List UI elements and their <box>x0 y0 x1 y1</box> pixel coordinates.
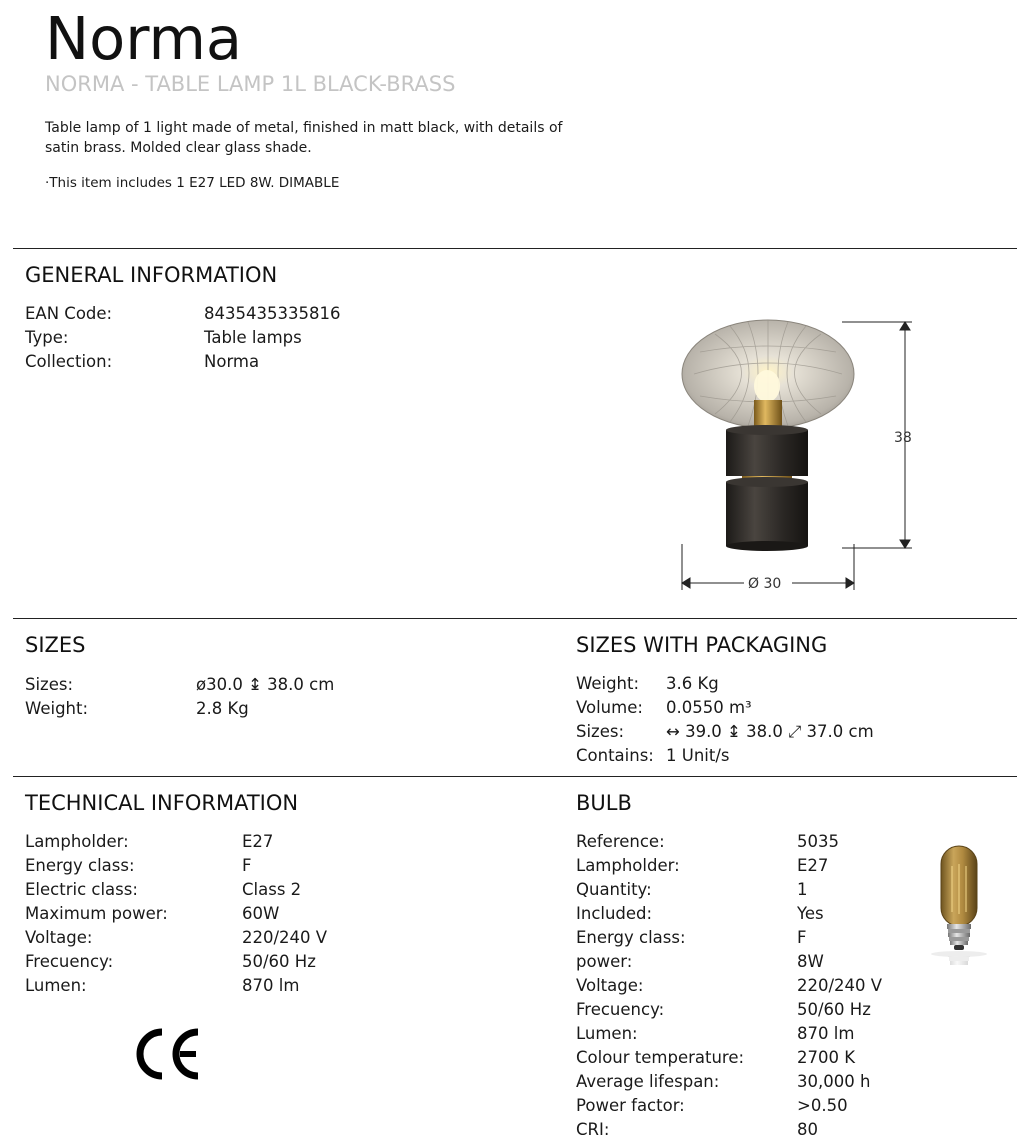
sizes-heading: SIZES <box>25 633 86 657</box>
spec-value: F <box>797 928 807 947</box>
divider <box>13 776 1017 777</box>
spec-label: Energy class: <box>576 928 686 947</box>
spec-value: 0.0550 m³ <box>666 698 752 717</box>
spec-value: ↔ 39.0 ↨ 38.0 ⤢ 37.0 cm <box>666 722 874 741</box>
divider <box>13 618 1017 619</box>
spec-label: Included: <box>576 904 653 923</box>
spec-value: E27 <box>242 832 274 851</box>
spec-value: 220/240 V <box>797 976 883 995</box>
spec-value: 2.8 Kg <box>196 699 249 718</box>
spec-label: Sizes: <box>576 722 625 741</box>
spec-label: Sizes: <box>25 675 74 694</box>
product-description: Table lamp of 1 light made of metal, finished in matt black, with details of satin brass. Molded clear glass shade. <box>45 120 563 156</box>
upper-base-icon <box>726 425 808 476</box>
product-title: Norma <box>45 4 243 73</box>
spec-value: 60W <box>242 904 280 923</box>
spec-value: 8W <box>797 952 824 971</box>
spec-value: 30,000 h <box>797 1072 871 1091</box>
spec-value: 220/240 V <box>242 928 328 947</box>
lower-base-icon <box>726 477 808 551</box>
general-information-heading: GENERAL INFORMATION <box>25 263 278 287</box>
spec-label: Colour temperature: <box>576 1048 745 1067</box>
spec-label: Lumen: <box>25 976 87 995</box>
spec-value: 8435435335816 <box>204 304 341 323</box>
spec-label: Lampholder: <box>25 832 129 851</box>
spec-value: 80 <box>797 1120 818 1139</box>
spec-label: Frecuency: <box>576 1000 665 1019</box>
spec-value: 1 Unit/s <box>666 746 730 765</box>
technical-information-heading: TECHNICAL INFORMATION <box>25 791 299 815</box>
spec-label: Average lifespan: <box>576 1072 720 1091</box>
spec-value: 3.6 Kg <box>666 674 719 693</box>
spec-label: Lampholder: <box>576 856 680 875</box>
spec-label: Type: <box>25 328 69 347</box>
spec-value: 1 <box>797 880 808 899</box>
height-label: 38 <box>894 430 912 446</box>
spec-value: E27 <box>797 856 829 875</box>
spec-value: 870 lm <box>797 1024 855 1043</box>
lamp-dimension-diagram <box>670 312 930 597</box>
spec-value: 50/60 Hz <box>797 1000 871 1019</box>
spec-label: Weight: <box>576 674 640 693</box>
packaging-heading: SIZES WITH PACKAGING <box>576 633 828 657</box>
spec-label: Lumen: <box>576 1024 638 1043</box>
spec-value: 2700 K <box>797 1048 856 1067</box>
spec-label: Energy class: <box>25 856 135 875</box>
spec-value: ø30.0 ↨ 38.0 cm <box>196 675 335 694</box>
spec-label: Frecuency: <box>25 952 114 971</box>
spec-label: Volume: <box>576 698 643 717</box>
spec-label: Weight: <box>25 699 89 718</box>
led-bulb-icon <box>926 842 992 976</box>
spec-value: Norma <box>204 352 260 371</box>
spec-label: Reference: <box>576 832 665 851</box>
spec-label: Contains: <box>576 746 654 765</box>
spec-value: >0.50 <box>797 1096 848 1115</box>
spec-value: 870 lm <box>242 976 300 995</box>
spec-label: Electric class: <box>25 880 138 899</box>
spec-value: F <box>242 856 252 875</box>
included-note: ·This item includes 1 E27 LED 8W. DIMABLE <box>45 175 340 191</box>
bulb-heading: BULB <box>576 791 632 815</box>
spec-value: 50/60 Hz <box>242 952 316 971</box>
spec-value: 5035 <box>797 832 839 851</box>
ce-mark-icon <box>132 1026 204 1082</box>
spec-label: Voltage: <box>576 976 644 995</box>
spec-label: power: <box>576 952 633 971</box>
spec-value: Yes <box>797 904 824 923</box>
product-subtitle: NORMA - TABLE LAMP 1L BLACK-BRASS <box>45 72 456 96</box>
spec-label: Maximum power: <box>25 904 168 923</box>
diameter-label: Ø 30 <box>748 576 782 592</box>
spec-label: Quantity: <box>576 880 652 899</box>
spec-value: Table lamps <box>204 328 302 347</box>
spec-label: CRI: <box>576 1120 610 1139</box>
spec-label: Collection: <box>25 352 113 371</box>
spec-label: Power factor: <box>576 1096 685 1115</box>
spec-label: EAN Code: <box>25 304 113 323</box>
spec-value: Class 2 <box>242 880 302 899</box>
divider <box>13 248 1017 249</box>
spec-label: Voltage: <box>25 928 93 947</box>
